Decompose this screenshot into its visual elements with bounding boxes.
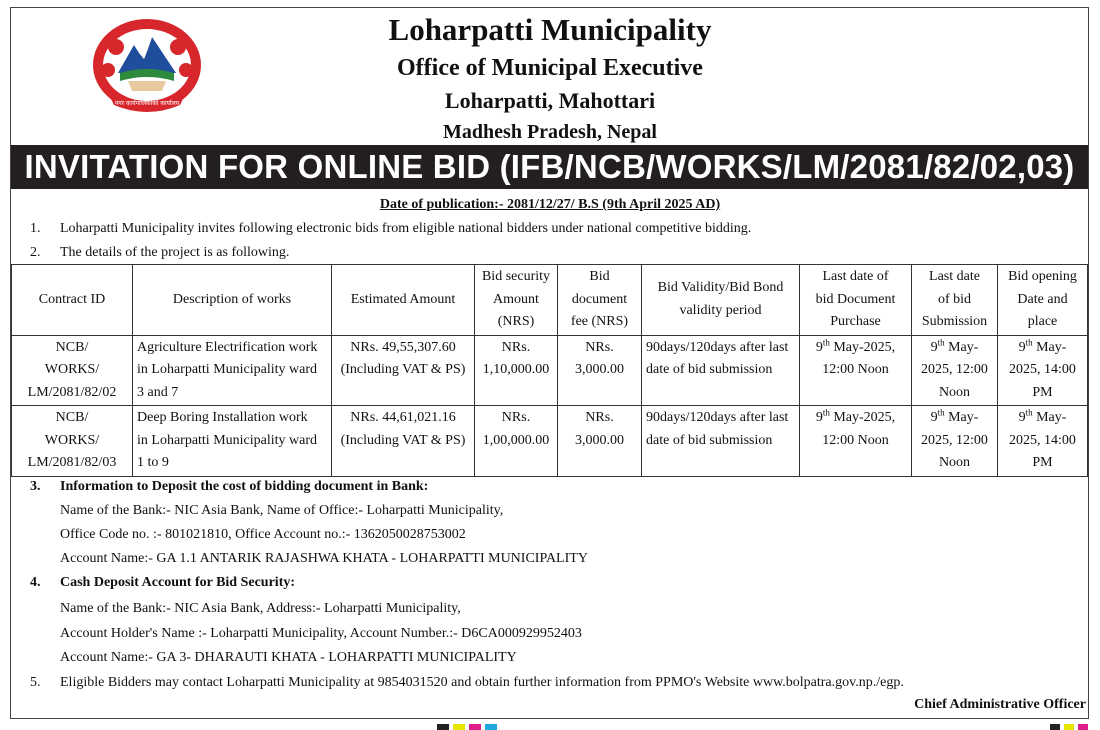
list-item [30,221,751,237]
emblem-text: नगर कार्यपालिकाको कार्यालय [114,100,180,107]
item-number: 1. [30,221,41,236]
cell-last-bid: 9th May- 2025, 12:00 Noon [912,406,998,477]
section-4-heading: 4. Cash Deposit Account for Bid Security: [30,575,296,590]
cell-doc-fee: NRs. 3,000.00 [558,335,642,406]
table-row [12,335,1088,406]
header-last-doc: Last date of bid Document Purchase [800,265,912,336]
cell-estimated: NRs. 44,61,021.16 (Including VAT & PS) [332,406,475,477]
cell-validity: 90days/120days after last date of bid submission [642,335,800,406]
office-title: Office of Municipal Executive [397,55,703,81]
cell-contract-id: NCB/ WORKS/ LM/2081/82/03 [12,406,133,477]
cell-contract-id: NCB/ WORKS/ LM/2081/82/02 [12,335,133,406]
table-row [12,406,1088,477]
list-item [30,675,904,691]
location-title: Loharpatti, Mahottari [444,88,656,113]
cell-doc-fee: NRs. 3,000.00 [558,406,642,477]
signature-title: Chief Administrative Officer [914,697,1086,712]
cell-opening: 9th May- 2025, 14:00 PM [998,406,1088,477]
section-4-line: Account Holder's Name :- Loharpatti Municipality, Account Number.:- D6CA000929952403 [60,626,582,641]
registration-mark [1050,724,1060,730]
cell-description: Deep Boring Installation work in Loharpatti Municipality ward 1 to 9 [133,406,332,477]
header-estimated: Estimated Amount [332,265,475,336]
cell-description: Agriculture Electrification work in Loharpatti Municipality ward 3 and 7 [133,335,332,406]
table-header-row [12,265,1088,336]
cell-last-doc: 9th May-2025, 12:00 Noon [800,335,912,406]
header-description: Description of works [133,265,332,336]
cell-security: NRs. 1,00,000.00 [475,406,558,477]
section-4-line: Name of the Bank:- NIC Asia Bank, Address:- Loharpatti Municipality, [60,601,461,616]
item-number: 5. [30,675,41,690]
registration-mark [453,724,465,730]
cell-security: NRs. 1,10,000.00 [475,335,558,406]
section-3-line: Account Name:- GA 1.1 ANTARIK RAJASHWA KHATA - LOHARPATTI MUNICIPALITY [60,551,588,566]
section-3-line: Office Code no. :- 801021810, Office Account no.:- 1362050028753002 [60,527,466,542]
invitation-banner: INVITATION FOR ONLINE BID (IFB/NCB/WORKS/LM/2081/82/02,03) [11,145,1088,189]
registration-mark [485,724,497,730]
section-3-line: Name of the Bank:- NIC Asia Bank, Name of Office:- Loharpatti Municipality, [60,503,504,518]
item-number: 2. [30,245,41,260]
registration-mark [1064,724,1074,730]
registration-mark [1078,724,1088,730]
cell-last-doc: 9th May-2025, 12:00 Noon [800,406,912,477]
item-text: Eligible Bidders may contact Loharpatti Municipality at 9854031520 and obtain further information from PPMO's Website www.bolpatra.gov.np./egp. [60,675,904,690]
province-title: Madhesh Pradesh, Nepal [443,121,657,143]
cell-last-bid: 9th May- 2025, 12:00 Noon [912,335,998,406]
list-item [30,245,289,261]
municipality-title: Loharpatti Municipality [388,12,712,47]
header-last-bid: Last date of bid Submission [912,265,998,336]
header-contract-id: Contract ID [12,265,133,336]
cell-estimated: NRs. 49,55,307.60 (Including VAT & PS) [332,335,475,406]
header-doc-fee: Bid document fee (NRS) [558,265,642,336]
header-opening: Bid opening Date and place [998,265,1088,336]
cell-opening: 9th May- 2025, 14:00 PM [998,335,1088,406]
registration-mark [469,724,481,730]
bid-details-table [11,264,1088,477]
cell-validity: 90days/120days after last date of bid submission [642,406,800,477]
item-text: The details of the project is as following. [60,245,290,260]
section-4-line: Account Name:- GA 3- DHARAUTI KHATA - LOHARPATTI MUNICIPALITY [60,650,517,665]
header-validity: Bid Validity/Bid Bond validity period [642,265,800,336]
section-3-heading: 3. Information to Deposit the cost of bidding document in Bank: [30,479,429,494]
item-text: Loharpatti Municipality invites following electronic bids from eligible national bidders under national competitive bidding. [60,221,752,236]
publication-date: Date of publication:- 2081/12/27/ B.S (9th April 2025 AD) [379,197,721,212]
registration-mark [437,724,449,730]
header-bid-security: Bid security Amount (NRS) [475,265,558,336]
